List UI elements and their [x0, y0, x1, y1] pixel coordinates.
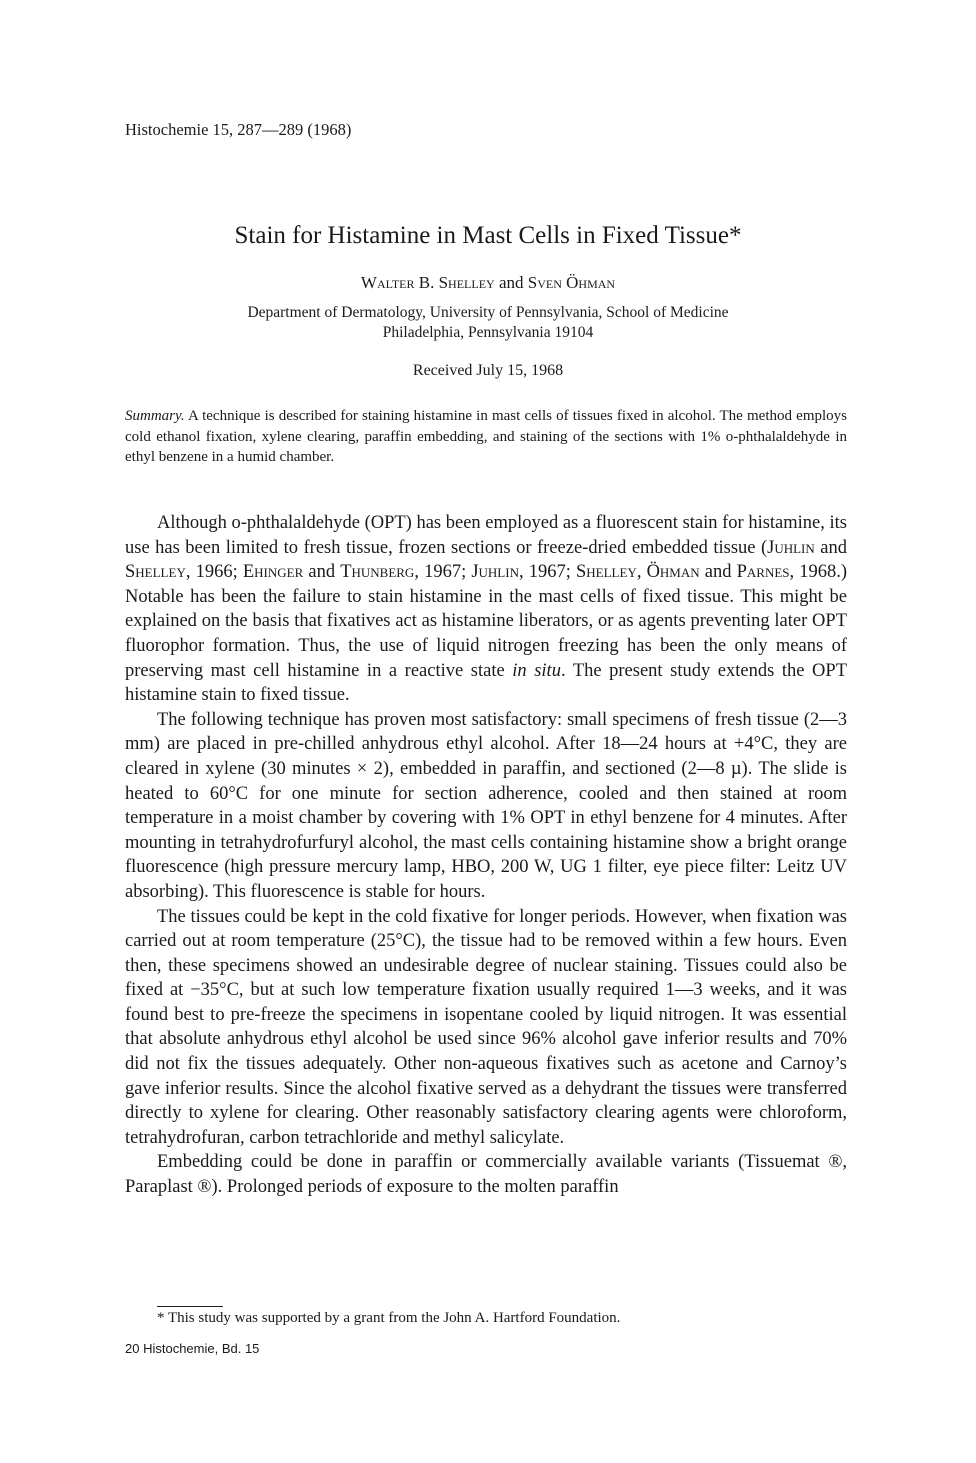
citation-author: Öhman [646, 562, 700, 583]
paragraph-4: Embedding could be done in paraffin or commercially available variants (Tissuemat ®, Paraplast ®). Prolonged periods of exposure to the molten paraffin [125, 1152, 847, 1198]
text-run: , 1966; [185, 562, 243, 583]
footnote: * This study was supported by a grant from the John A. Hartford Foundation. [157, 1310, 621, 1326]
text-run: , 1968.) Notable has been the failure to stain histamine in the mast cells of fixed tissue. This might be explained on the basis that fixatives act as histamine liberators, or as agents preventing later OPT fluorophor formation. Thus, the use of liquid nitrogen freezing has been the only means of preserving mast cell histamine in a reactive state [125, 562, 848, 681]
citation-author: Shelley [125, 562, 186, 583]
author-1: Walter B. Shelley [360, 273, 495, 292]
summary [125, 406, 847, 468]
received-date: Received July 15, 1968 [412, 362, 564, 379]
text-run: and [303, 562, 341, 583]
affiliation [0, 303, 976, 343]
author-conjunction: and [498, 273, 524, 292]
affiliation-line-2: Philadelphia, Pennsylvania 19104 [382, 324, 594, 341]
author-2: Sven Öhman [527, 273, 616, 292]
text-run: and [814, 537, 847, 558]
text-run: . The present study extends the OPT histamine stain to fixed tissue. [125, 660, 847, 706]
citation-author: Parnes [736, 562, 790, 583]
page-footer: 20 Histochemie, Bd. 15 [125, 1341, 260, 1356]
summary-label: Summary. [125, 408, 185, 424]
text-run: , 1967; [518, 562, 576, 583]
paragraph-2: The following technique has proven most satisfactory: small specimens of fresh tissue (2—3 mm) are placed in pre-chilled anhydrous ethyl alcohol. After 18—24 hours at +4°C, they are cleared in xylene (30 minutes × 2), embedded in paraffin, and sectioned (2—8 µ). The slide is heated to 60°C for one minute for section adherence, cooled and then stained at room temperature in a moist chamber by covering with 1% OPT in ethyl benzene for 4 minutes. After mounting in tetrahydrofurfuryl alcohol, the mast cells containing histamine show a bright orange fluorescence (high pressure mercury lamp, HBO, 200 W, UG 1 filter, eye piece filter: Leitz UV absorbing). This fluorescence is stable for hours. [125, 709, 847, 902]
text-run: , 1967; [414, 562, 472, 583]
citation-author: Ehinger [242, 562, 304, 583]
summary-text: A technique is described for staining histamine in mast cells of tissues fixed in alcohol. The method employs cold ethanol fixation, xylene clearing, paraffin embedding, and staining of the sections with 1% o-phthalaldehyde in ethyl benzene in a humid chamber. [125, 408, 847, 465]
article-title: Stain for Histamine in Mast Cells in Fixed Tissue* [234, 222, 742, 249]
affiliation-line-1: Department of Dermatology, University of Pennsylvania, School of Medicine [247, 304, 729, 321]
paragraph-1 [125, 511, 847, 708]
author-line [0, 273, 976, 293]
body-text [125, 511, 847, 1200]
text-run: , [636, 562, 647, 583]
citation-author: Thunberg [340, 562, 415, 583]
citation-author: Juhlin [471, 562, 519, 583]
emphasis-in-situ: in situ [512, 660, 561, 681]
citation-author: Juhlin [767, 537, 815, 558]
text-run: and [699, 562, 737, 583]
paragraph-3: The tissues could be kept in the cold fixative for longer periods. However, when fixation was carried out at room temperature (25°C), the tissue had to be removed within a few hours. Even then, these specimens showed an undesirable degree of nuclear staining. Tissues could also be fixed at −35°C, but at such low temperature fixation usually required 1—3 weeks, and it was found best to pre-freeze the specimens in isopentane cooled by liquid nitrogen. It was essential that absolute anhydrous ethyl alcohol be used since 96% alcohol gave inferior results and 70% did not fix the tissues adequately. Other non-aqueous fixatives such as acetone and Carnoy’s gave inferior results. Since the alcohol fixative served as a dehydrant the tissues were transferred directly to xylene for clearing. Other reasonably satisfactory clearing agents were chloroform, tetrahydrofuran, carbon tetrachloride and methyl salicylate. [125, 906, 847, 1148]
footnote-rule [157, 1306, 223, 1307]
citation-author: Shelley [575, 562, 637, 583]
text-run: Although o-phthalaldehyde (OPT) has been employed as a fluorescent stain for histamine, its use has been limited to fresh tissue, frozen sections or freeze-dried embedded tissue ( [125, 513, 847, 558]
journal-reference: Histochemie 15, 287—289 (1968) [125, 120, 352, 139]
